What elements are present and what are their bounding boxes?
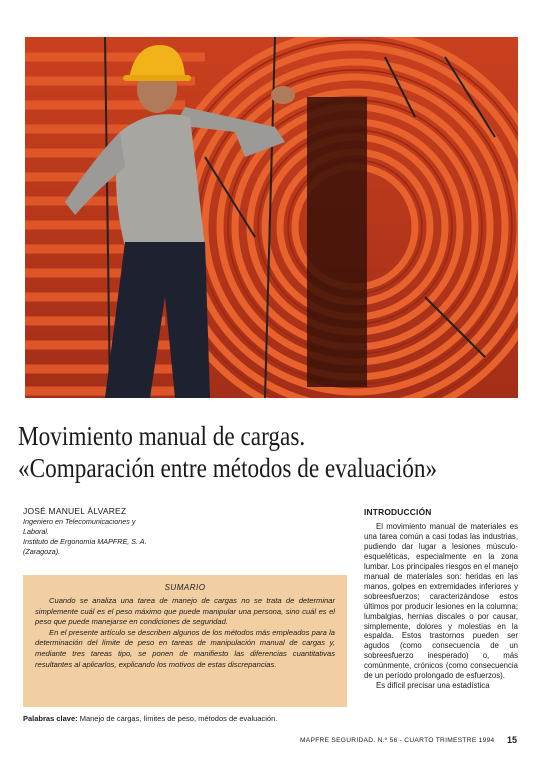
intro-paragraph: Es difícil precisar una estadística — [376, 681, 490, 691]
summary-paragraph: Cuando se analiza una tarea de manejo de cargas no se trata de determinar simplemente cuál es el peso máximo que puede manipular una persona, sino cuál es el peso que puede manejarse en condiciones de seguridad. — [35, 596, 335, 627]
author-affiliation — [23, 517, 193, 557]
intro-paragraph: El movimiento manual de materiales es una tarea común a casi todas las industrias, pudiendo dar lugar a lesiones músculo-esqueléticas, especialmente en la zona lumbar. Los principales riesgos en el manejo manual de materiales son: heridas en las manos, golpes en extremidades inferiores y sobreesfuerzos; caracterizándose estos últimos por producir lesiones en la columna; lumbalgias, hernias discales o por causar, simplemente, dolores y molestias en la espalda. Estos trastornos pueden ser agudos (como consecuencia de un sobreesfuerzo inesperado) o, más comúnmente, crónicos (como consecuencia de un período prolongado de esfuerzos). — [364, 522, 518, 681]
keywords-text: Manejo de cargas, límites de peso, métodos de evaluación. — [79, 714, 278, 723]
affiliation-line: Instituto de Ergonomía MAPFRE, S. A. — [23, 537, 147, 546]
title-line-2: «Comparación entre métodos de evaluación» — [18, 453, 438, 483]
worker-coiled-pipes-photo — [25, 37, 518, 398]
affiliation-line: Ingeniero en Telecomunicaciones y — [23, 517, 136, 526]
intro-heading: INTRODUCCIÓN — [364, 507, 432, 517]
summary-paragraph: En el presente artículo se describen algunos de los métodos más empleados para la determinación del límite de peso en tareas de manipulación manual de cargas y, mediante tres tareas tipo, se ponen de manifiesto las diferencias cuantitativas resultantes al aplicarlos, explicando los motivos de estas discrepancias. — [35, 627, 335, 669]
keywords — [23, 714, 353, 723]
affiliation-line: (Zaragoza). — [23, 547, 61, 556]
journal-footer: MAPFRE SEGURIDAD. N.º 56 - CUARTO TRIMESTRE 1994 — [300, 737, 495, 744]
summary-box — [23, 575, 347, 707]
article-title — [18, 420, 474, 484]
affiliation-line: Laboral. — [23, 527, 49, 536]
page-number: 15 — [507, 735, 518, 745]
intro-body — [364, 522, 518, 691]
title-line-1: Movimiento manual de cargas. — [18, 421, 306, 451]
author-name: JOSÉ MANUEL ÁLVAREZ — [23, 506, 127, 516]
summary-heading: SUMARIO — [164, 583, 206, 592]
cover-photo — [25, 37, 518, 398]
keywords-label: Palabras clave: — [23, 714, 78, 723]
